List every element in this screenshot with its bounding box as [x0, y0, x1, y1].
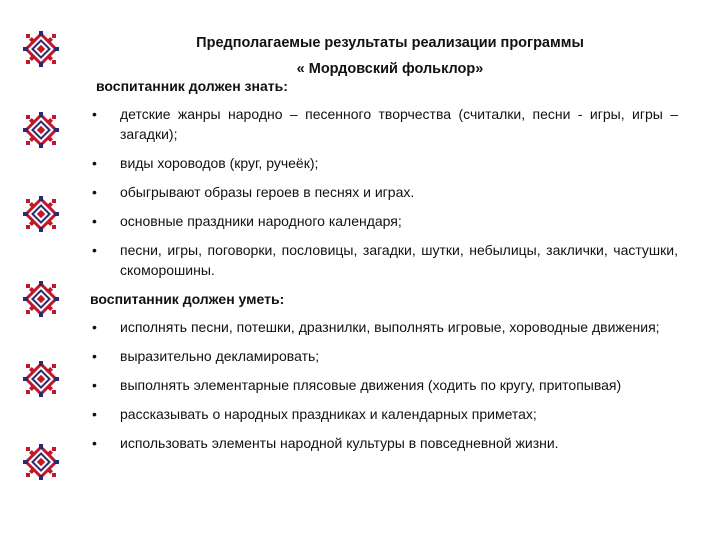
- ornament-column: [0, 0, 80, 540]
- mordovian-ornament-icon: [22, 30, 60, 68]
- mordovian-ornament-icon: [22, 360, 60, 398]
- mordovian-ornament-icon: [22, 195, 60, 233]
- list-able: [90, 317, 678, 453]
- title-line-2: « Мордовский фольклор»: [296, 61, 484, 77]
- bullet-icon: •: [92, 213, 97, 229]
- list-item: • рассказывать о народных праздниках и календарных приметах;: [92, 406, 537, 422]
- bullet-icon: •: [92, 184, 97, 200]
- list-item: • выразительно декламировать;: [92, 348, 320, 364]
- list-item: • виды хороводов (круг, ручеёк);: [92, 155, 319, 171]
- list-item: • детские жанры народно – песенного творчества (считалки, песни - игры, игры – загадки);: [92, 106, 678, 142]
- mordovian-ornament-icon: [22, 280, 60, 318]
- bullet-icon: •: [92, 155, 97, 171]
- bullet-icon: •: [92, 319, 97, 335]
- mordovian-ornament-icon: [22, 443, 60, 481]
- list-item: • песни, игры, поговорки, пословицы, загадки, шутки, небылицы, заклички, частушки, скоморошины.: [92, 242, 678, 278]
- section-heading-know: воспитанник должен знать:: [96, 78, 288, 94]
- bullet-icon: •: [92, 106, 97, 122]
- bullet-icon: •: [92, 377, 97, 393]
- bullet-icon: •: [92, 435, 97, 451]
- bullet-icon: •: [92, 406, 97, 422]
- list-item: • исполнять песни, потешки, дразнилки, выполнять игровые, хороводные движения;: [92, 319, 660, 335]
- bullet-icon: •: [92, 348, 97, 364]
- bullet-icon: •: [92, 242, 97, 258]
- list-item: • обыгрывают образы героев в песнях и играх.: [92, 184, 415, 200]
- list-item: • использовать элементы народной культуры в повседневной жизни.: [92, 435, 559, 451]
- title-line-1: Предполагаемые результаты реализации программы: [196, 35, 584, 51]
- list-item: • основные праздники народного календаря;: [92, 213, 402, 229]
- section-heading-able: воспитанник должен уметь:: [90, 291, 285, 307]
- content: [90, 74, 678, 462]
- mordovian-ornament-icon: [22, 111, 60, 149]
- list-item: • выполнять элементарные плясовые движения (ходить по кругу, притопывая): [92, 377, 622, 393]
- list-know: [90, 104, 678, 280]
